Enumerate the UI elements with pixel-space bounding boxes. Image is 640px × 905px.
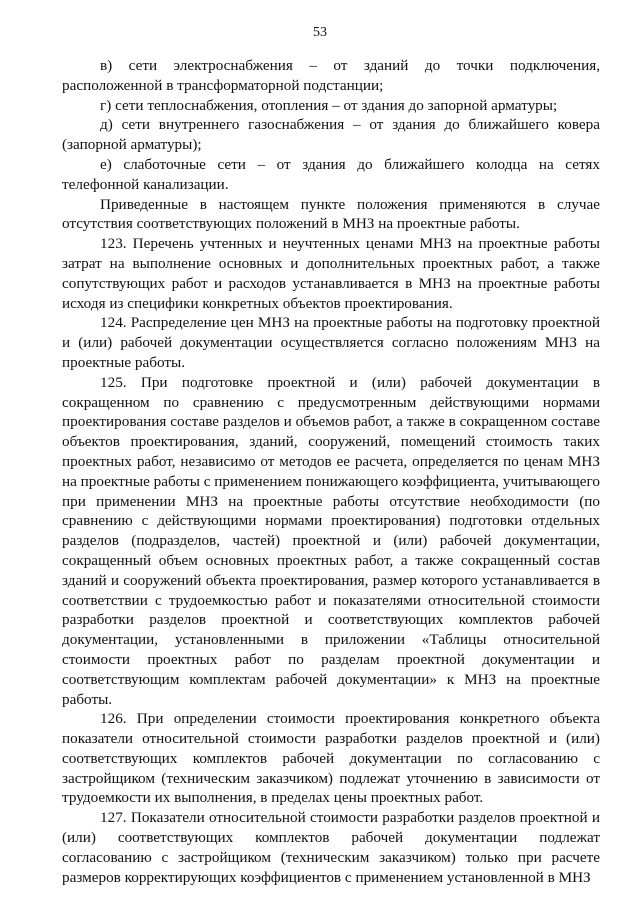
page-number: 53 bbox=[313, 25, 327, 40]
paragraph-126: 126. При определении стоимости проектирования конкретного объекта показатели относительной стоимости разработки разделов проектной и (или) соответствующих комплектов рабочей документации по согласованию с застройщиком (техническим заказчиком) подлежат уточнению в зависимости от трудоемкости их выполнения, в пределах цены проектных работ. bbox=[62, 710, 600, 807]
list-item-e: е) слаботочные сети – от здания до ближайшего колодца на сетях телефонной канализации. bbox=[62, 155, 600, 193]
list-item-g: г) сети теплоснабжения, отопления – от здания до запорной арматуры; bbox=[100, 96, 558, 114]
paragraph-note: Приведенные в настоящем пункте положения применяются в случае отсутствия соответствующих положений в МНЗ на проектные работы. bbox=[62, 195, 600, 233]
paragraph-124: 124. Распределение цен МНЗ на проектные работы на подготовку проектной и (или) рабочей документации осуществляется согласно положениям МНЗ на проектные работы. bbox=[62, 314, 600, 371]
paragraph-127: 127. Показатели относительной стоимости разработки разделов проектной и (или) соответствующих комплектов рабочей документации подлежат согласованию с застройщиком (техническим заказчиком) только при расчете размеров корректирующих коэффициентов с применением установленной в МНЗ bbox=[62, 809, 600, 886]
list-item-d: д) сети внутреннего газоснабжения – от здания до ближайшего ковера (запорной арматуры); bbox=[62, 116, 600, 154]
document-body bbox=[62, 56, 600, 887]
list-item-v: в) сети электроснабжения – от зданий до точки подключения, расположенной в трансформаторной подстанции; bbox=[62, 57, 600, 94]
paragraph-123: 123. Перечень учтенных и неучтенных ценами МНЗ на проектные работы затрат на выполнение основных и дополнительных проектных работ, а также сопутствующих работ и расходов устанавливается в МНЗ на проектные работы исходя из специфики конкретных объектов проектирования. bbox=[62, 235, 600, 312]
paragraph-125: 125. При подготовке проектной и (или) рабочей документации в сокращенном по сравнению с предусмотренным действующими нормами проектирования составе разделов и объемов работ, а также в сокращенном составе объектов проектирования, зданий, сооружений, помещений стоимость таких проектных работ, независимо от методов ее расчета, определяется по ценам МНЗ на проектные работы с применением понижающего коэффициента, учитывающего при применении МНЗ на проектные работы отсутствие необходимости (по сравнению с действующими нормами проектирования) подготовки отдельных разделов (подразделов, частей) проектной и (или) рабочей документации, сокращенный объем основных проектных работ, а также сокращенный состав зданий и сооружений объекта проектирования, размер которого устанавливается в соответствии с трудоемкостью работ и показателями относительной стоимости разработки разделов проектной и соответствующих комплектов рабочей документации, установленными в приложении «Таблицы относительной стоимости проектных работ по разделам проектной документации и соответствующим комплектам рабочей документации» к МНЗ на проектные работы. bbox=[62, 373, 600, 708]
